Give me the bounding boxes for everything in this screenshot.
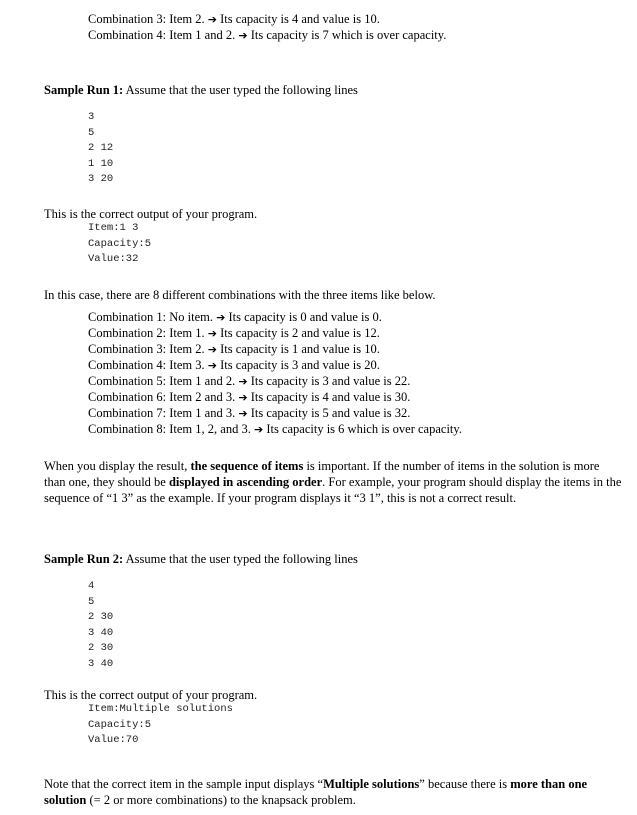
run2-input-line: 2 30 [88,642,114,655]
combo-detail: Its capacity is 6 which is over capacity. [266,422,462,436]
combo-label: Combination 3: Item 2. [88,342,205,356]
top-combo-line [88,11,380,28]
run2-output-line: Item:Multiple solutions [88,703,233,715]
run2-input-line: 3 40 [88,658,114,670]
run1-output-line: Value:32 [88,253,139,266]
combo-detail: Its capacity is 5 and value is 32. [250,406,411,420]
combination-line [88,373,410,390]
sample-run-2-title: Sample Run 2: [44,552,124,566]
run1-input-line: 3 [88,111,95,123]
combo-label: Combination 5: Item 1 and 2. [88,374,236,388]
combination-line [88,405,410,422]
combo-label: Combination 8: Item 1, 2, and 3. [88,422,251,436]
run2-input-line: 4 [88,580,95,592]
top-combo-line [88,27,446,44]
combo-label: Combination 4: Item 3. [88,358,205,372]
run1-output-line: Capacity:5 [88,237,152,250]
run1-output-line: Item:1 3 [88,222,139,234]
combo-label: Combination 7: Item 1 and 3. [88,406,236,420]
sample-run-2-heading [44,551,358,567]
combo-detail: Its capacity is 0 and value is 0. [228,310,382,324]
combo-detail: Its capacity is 7 which is over capacity. [250,28,447,42]
run1-output-intro: This is the correct output of your program. [44,207,258,221]
combo-label: Combination 2: Item 1. [88,326,205,340]
combination-line [88,341,380,358]
note-text: When you display the result, [44,459,191,473]
combination-line [88,421,462,438]
sample-run-1-title: Sample Run 1: [44,83,124,97]
run2-output-line: Value:70 [88,734,139,747]
combo-detail: Its capacity is 3 and value is 20. [220,358,380,372]
run1-input-line: 5 [88,126,95,139]
combo-label: Combination 6: Item 2 and 3. [88,390,236,404]
combo-detail: Its capacity is 4 and value is 10. [220,12,380,26]
combination-line [88,357,380,374]
note-text: is important. If the number of items in the solution is more than one, they should be [44,459,600,489]
note-text: ” because there is [419,777,511,791]
note-text: (= 2 or more combinations) to the knapsack problem. [86,793,356,807]
combo-detail: Its capacity is 2 and value is 12. [220,326,380,340]
arrow-icon: ➔ [207,13,218,26]
note-text: Note that the correct item in the sample input displays “ [44,777,324,791]
note-emphasis: more than one solution [44,777,588,807]
arrow-icon: ➔ [253,423,264,436]
combinations-intro: In this case, there are 8 different combinations with the three items like below. [44,288,436,302]
combo-detail: Its capacity is 4 and value is 30. [250,390,411,404]
run2-output-line: Capacity:5 [88,718,152,731]
sample-run-1-heading [44,82,358,98]
run2-input-line: 3 40 [88,626,114,639]
combo-detail: Its capacity is 1 and value is 10. [220,342,380,356]
arrow-icon: ➔ [238,29,248,42]
arrow-icon: ➔ [207,359,218,372]
combination-line [88,389,410,406]
combination-line [88,325,380,342]
arrow-icon: ➔ [238,391,248,404]
sample-run-1-intro: Assume that the user typed the following lines [125,83,358,97]
arrow-icon: ➔ [207,327,218,340]
note-emphasis: displayed in ascending order [168,475,323,489]
run2-output-intro: This is the correct output of your program. [44,688,258,702]
combo-label: Combination 1: No item. [88,310,213,324]
arrow-icon: ➔ [238,407,248,420]
multiple-solutions-note [44,776,624,808]
note-emphasis: Multiple solutions [323,777,420,791]
combo-label: Combination 3: Item 2. [88,12,205,26]
sample-run-2-intro: Assume that the user typed the following lines [125,552,358,566]
run1-input-line: 2 12 [88,142,114,155]
run2-input-line: 5 [88,595,95,608]
run1-input-line: 3 20 [88,173,114,186]
arrow-icon: ➔ [207,343,218,356]
run1-input-line: 1 10 [88,157,114,170]
ordering-note [44,458,624,506]
arrow-icon: ➔ [216,311,226,324]
note-text: . For example, your program should display the items in the sequence of “1 3” as the example. If your program displays it “3 1”, this is not a correct result. [44,475,622,505]
arrow-icon: ➔ [238,375,248,388]
combo-detail: Its capacity is 3 and value is 22. [250,374,411,388]
note-emphasis: the sequence of items [190,459,304,473]
combo-label: Combination 4: Item 1 and 2. [88,28,236,42]
combination-line [88,309,382,326]
run2-input-line: 2 30 [88,611,114,624]
